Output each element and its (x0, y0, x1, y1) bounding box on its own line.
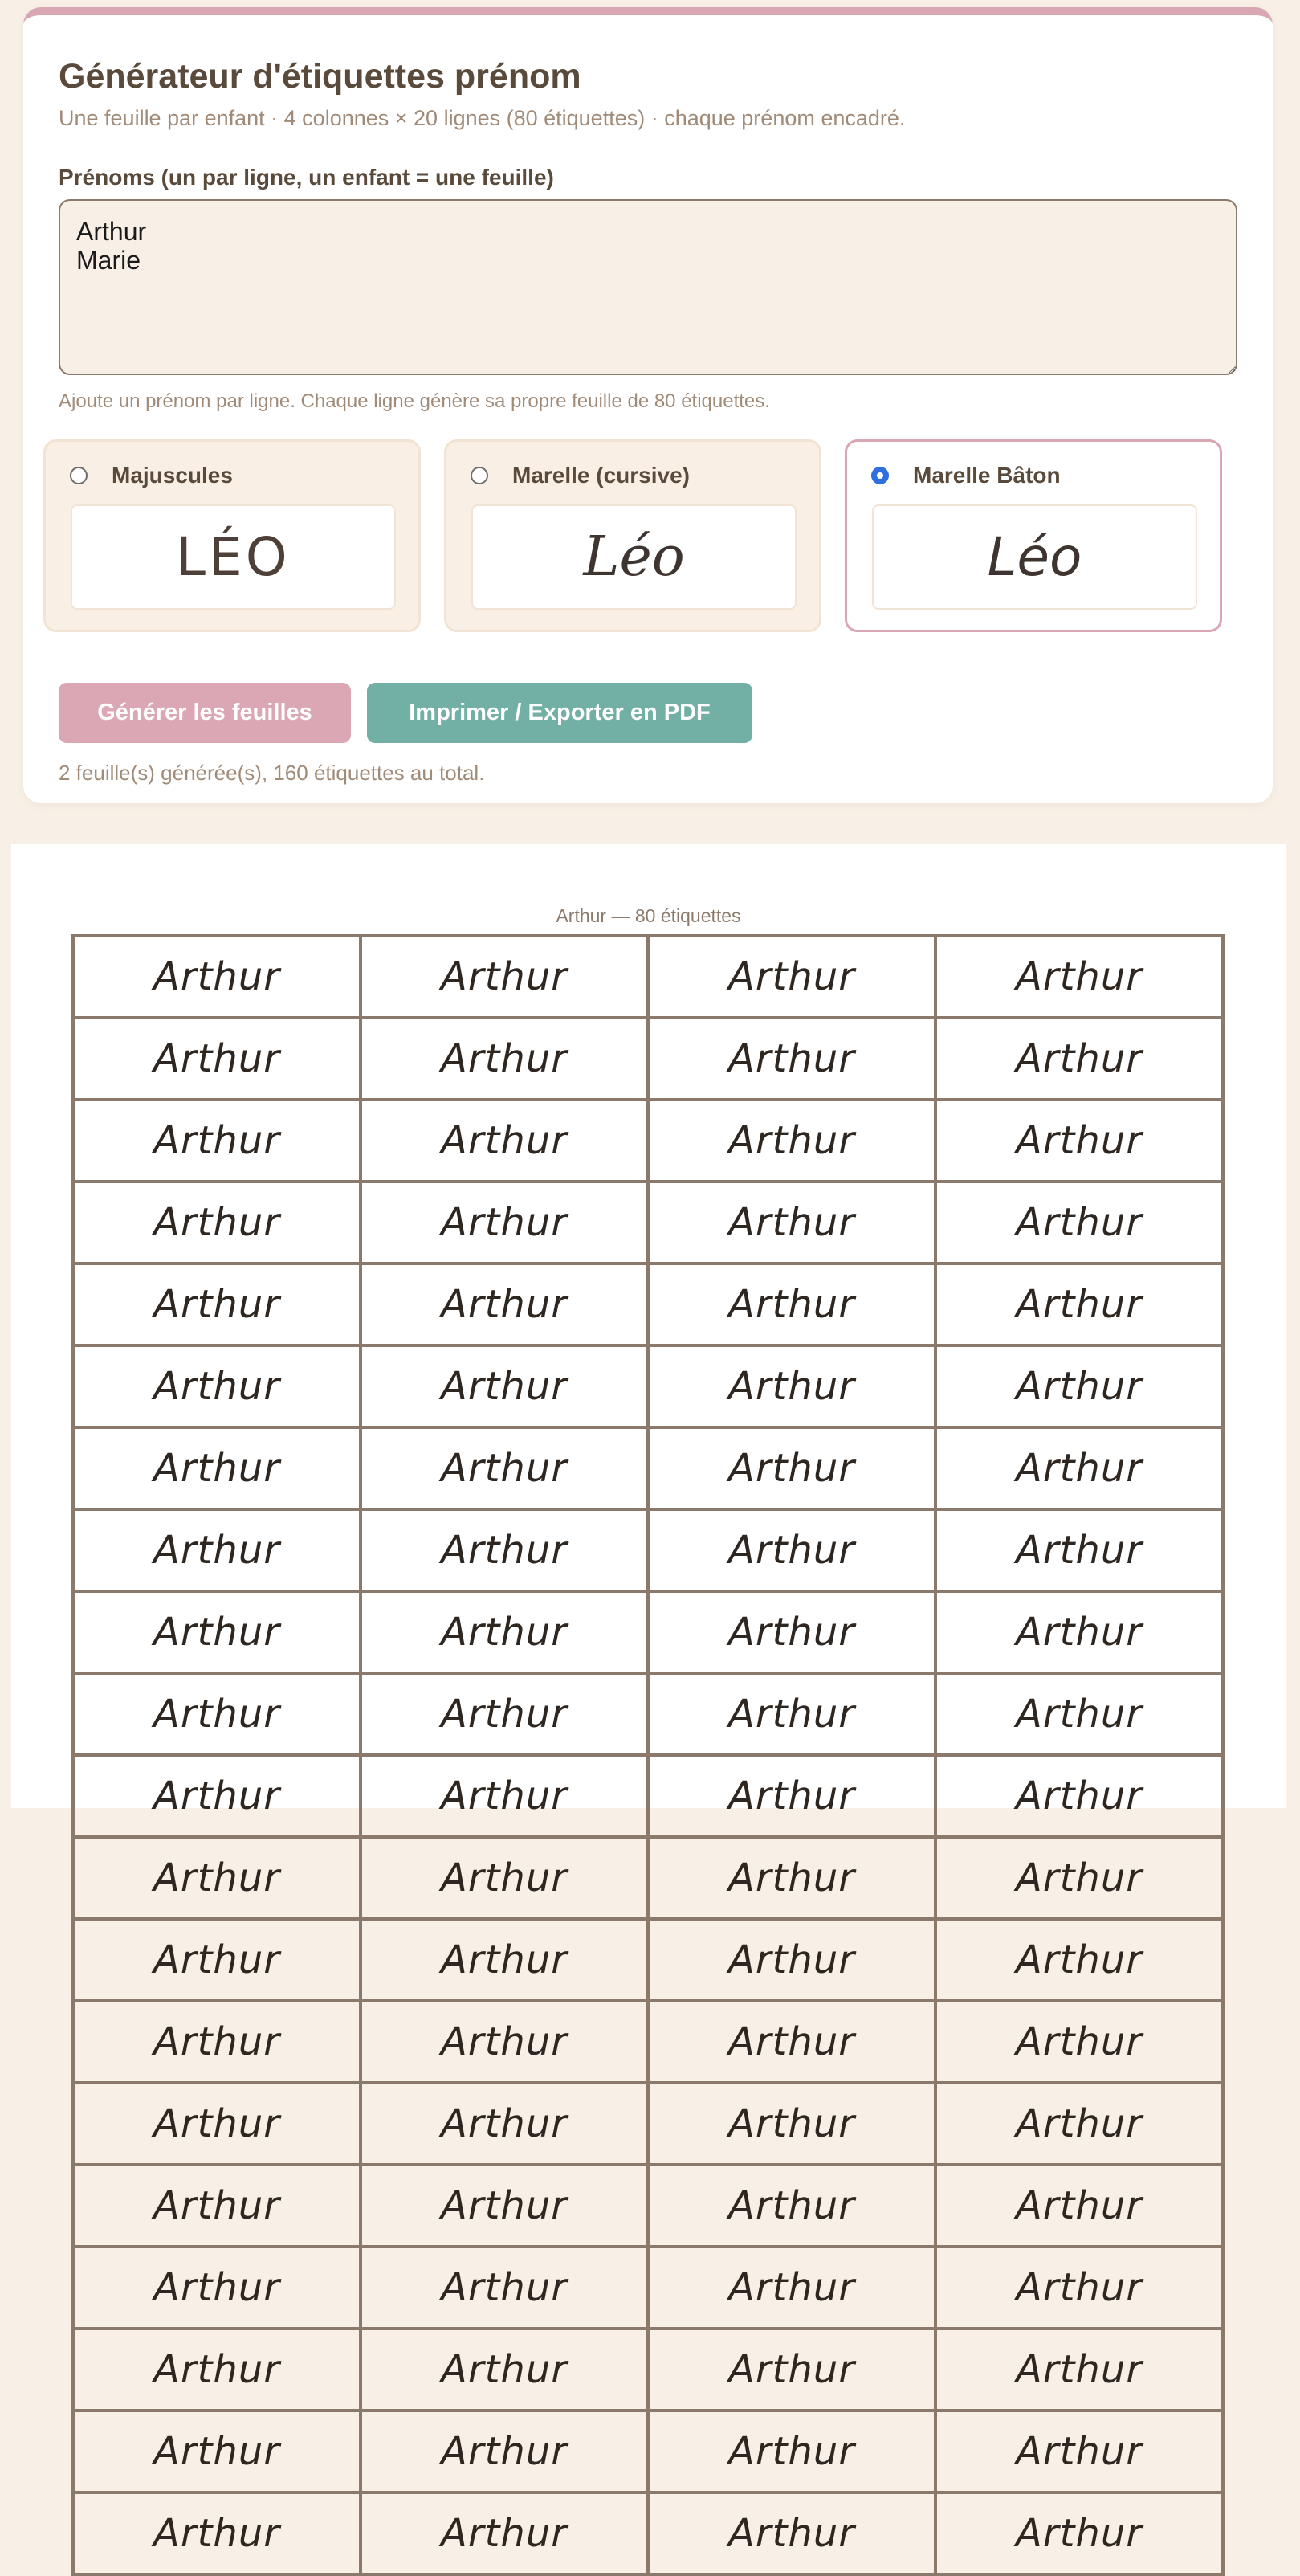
name-label-cell: Arthur (937, 1183, 1225, 1265)
name-label-cell: Arthur (75, 1019, 362, 1101)
name-label-cell: Arthur (650, 1593, 937, 1675)
style-option-label: Marelle Bâton (913, 463, 1061, 488)
style-preview-box (471, 504, 797, 610)
name-label-cell: Arthur (937, 2412, 1225, 2494)
name-label-cell: Arthur (937, 937, 1225, 1019)
name-label-cell: Arthur (650, 1183, 937, 1265)
style-option-label: Marelle (cursive) (512, 463, 690, 488)
name-label-cell: Arthur (937, 1019, 1225, 1101)
name-label-cell: Arthur (937, 1101, 1225, 1183)
name-label-cell: Arthur (937, 2084, 1225, 2166)
name-label-cell: Arthur (362, 2084, 650, 2166)
name-label-cell: Arthur (937, 1593, 1225, 1675)
name-label-cell: Arthur (362, 1511, 650, 1593)
name-label-cell: Arthur (75, 2248, 362, 2330)
name-label-cell: Arthur (650, 2412, 937, 2494)
names-input[interactable] (59, 199, 1237, 375)
name-label-cell: Arthur (650, 1019, 937, 1101)
name-label-cell: Arthur (75, 1757, 362, 1839)
style-preview-text: Léo (987, 526, 1082, 588)
name-label-cell: Arthur (650, 1511, 937, 1593)
name-label-cell: Arthur (937, 1347, 1225, 1429)
name-label-cell: Arthur (650, 1265, 937, 1347)
name-label-cell: Arthur (362, 1101, 650, 1183)
name-label-cell: Arthur (75, 2002, 362, 2084)
name-label-cell: Arthur (75, 1265, 362, 1347)
name-label-cell: Arthur (75, 2412, 362, 2494)
style-preview-box (872, 504, 1197, 610)
print-export-pdf-button[interactable]: Imprimer / Exporter en PDF (367, 683, 752, 743)
name-label-cell: Arthur (75, 1839, 362, 1921)
name-label-cell: Arthur (650, 2166, 937, 2248)
page-subtitle: Une feuille par enfant · 4 colonnes × 20 lignes (80 étiquettes) · chaque prénom encadré. (59, 106, 906, 130)
name-label-cell: Arthur (362, 1593, 650, 1675)
page-title: Générateur d'étiquettes prénom (59, 57, 581, 96)
name-label-cell: Arthur (362, 937, 650, 1019)
name-label-cell: Arthur (650, 2084, 937, 2166)
name-label-cell: Arthur (362, 2494, 650, 2576)
name-label-cell: Arthur (937, 1429, 1225, 1511)
sheet-caption: Arthur — 80 étiquettes (556, 905, 741, 926)
name-label-cell: Arthur (75, 2330, 362, 2412)
name-label-cell: Arthur (362, 2412, 650, 2494)
style-preview-box (71, 504, 396, 610)
name-label-cell: Arthur (937, 1921, 1225, 2002)
name-label-cell: Arthur (362, 1347, 650, 1429)
radio-majuscules[interactable] (70, 467, 88, 484)
name-label-cell: Arthur (75, 1429, 362, 1511)
style-preview-text: Léo (583, 525, 685, 589)
name-label-cell: Arthur (362, 2248, 650, 2330)
generate-sheets-button[interactable]: Générer les feuilles (59, 683, 351, 743)
name-label-cell: Arthur (937, 1265, 1225, 1347)
name-label-cell: Arthur (650, 1429, 937, 1511)
name-label-cell: Arthur (362, 2002, 650, 2084)
style-option-label: Majuscules (112, 463, 233, 488)
name-label-cell: Arthur (362, 2166, 650, 2248)
name-label-cell: Arthur (650, 2002, 937, 2084)
name-label-cell: Arthur (650, 1101, 937, 1183)
name-label-cell: Arthur (650, 2248, 937, 2330)
name-label-cell: Arthur (937, 1675, 1225, 1757)
name-label-cell: Arthur (75, 2494, 362, 2576)
style-option-majuscules[interactable] (43, 439, 421, 632)
name-label-cell: Arthur (362, 1183, 650, 1265)
name-label-cell: Arthur (650, 1757, 937, 1839)
name-label-cell: Arthur (75, 1921, 362, 2002)
name-label-cell: Arthur (937, 2002, 1225, 2084)
status-text: 2 feuille(s) générée(s), 160 étiquettes au total. (59, 761, 485, 785)
label-grid (71, 934, 1225, 2576)
name-label-cell: Arthur (75, 1347, 362, 1429)
name-label-cell: Arthur (75, 937, 362, 1019)
name-label-cell: Arthur (362, 1265, 650, 1347)
name-label-cell: Arthur (362, 1757, 650, 1839)
name-label-cell: Arthur (362, 1921, 650, 2002)
name-label-cell: Arthur (937, 1839, 1225, 1921)
name-label-cell: Arthur (937, 1511, 1225, 1593)
name-label-cell: Arthur (650, 2494, 937, 2576)
name-label-cell: Arthur (75, 1511, 362, 1593)
name-label-cell: Arthur (362, 1839, 650, 1921)
radio-marelle-cursive[interactable] (471, 467, 488, 484)
name-label-cell: Arthur (650, 1921, 937, 2002)
name-label-cell: Arthur (75, 1593, 362, 1675)
name-label-cell: Arthur (362, 2330, 650, 2412)
name-label-cell: Arthur (75, 1101, 362, 1183)
name-label-cell: Arthur (362, 1675, 650, 1757)
name-label-cell: Arthur (650, 2330, 937, 2412)
name-label-cell: Arthur (75, 1675, 362, 1757)
name-label-cell: Arthur (650, 1675, 937, 1757)
label-sheet (11, 844, 1286, 2556)
style-option-marelle-cursive[interactable] (444, 439, 821, 632)
generator-panel (23, 7, 1273, 803)
name-label-cell: Arthur (75, 2084, 362, 2166)
name-label-cell: Arthur (650, 1347, 937, 1429)
radio-marelle-baton[interactable] (871, 467, 889, 484)
name-label-cell: Arthur (650, 1839, 937, 1921)
style-option-marelle-baton[interactable] (845, 439, 1222, 632)
name-label-cell: Arthur (75, 1183, 362, 1265)
names-help-text: Ajoute un prénom par ligne. Chaque ligne génère sa propre feuille de 80 étiquettes. (59, 390, 770, 412)
name-label-cell: Arthur (75, 2166, 362, 2248)
name-label-cell: Arthur (937, 2166, 1225, 2248)
name-label-cell: Arthur (937, 2248, 1225, 2330)
names-field-label: Prénoms (un par ligne, un enfant = une feuille) (59, 165, 554, 190)
name-label-cell: Arthur (937, 1757, 1225, 1839)
name-label-cell: Arthur (362, 1429, 650, 1511)
name-label-cell: Arthur (937, 2494, 1225, 2576)
name-label-cell: Arthur (650, 937, 937, 1019)
name-label-cell: Arthur (937, 2330, 1225, 2412)
style-preview-text: LÉO (176, 526, 291, 588)
name-label-cell: Arthur (362, 1019, 650, 1101)
